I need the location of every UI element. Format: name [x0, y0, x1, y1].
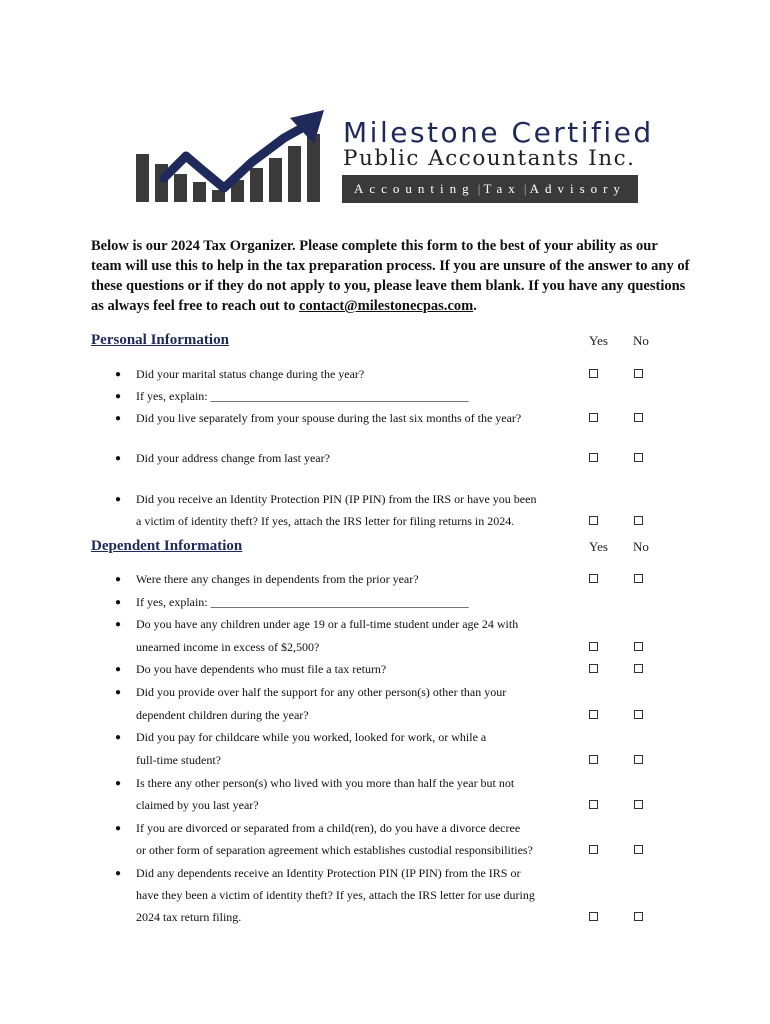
question-marital-status: Did your marital status change during the year? [136, 367, 365, 381]
contact-email-link[interactable]: contact@milestonecpas.com [299, 298, 474, 314]
bullet: ● [115, 597, 122, 608]
bullet: ● [115, 868, 122, 879]
dependents-file-yes-checkbox[interactable] [589, 664, 598, 673]
dependent-ip-pin-no-checkbox[interactable] [634, 912, 643, 921]
unearned-income-yes-checkbox[interactable] [589, 642, 598, 651]
growth-chart-logo-icon [134, 108, 334, 206]
bullet: ● [115, 778, 122, 789]
tagline-advisory: Advisory [529, 181, 626, 196]
address-change-yes-checkbox[interactable] [589, 453, 598, 462]
question-children-unearned-income-cont: unearned income in excess of $2,500? [136, 640, 320, 654]
divorce-decree-yes-checkbox[interactable] [589, 845, 598, 854]
brand-tagline-bar [342, 175, 638, 203]
intro-text: Below is our 2024 Tax Organizer. Please complete this form to the best of your ability as our team will use this to help in the tax preparation process. If you are unsure of the answer to any of these questions or if they do not apply to you, please leave them blank. If you have any questions as always feel free to reach out to [91, 238, 690, 314]
brand-name: Milestone Certified [343, 116, 654, 149]
divorce-decree-no-checkbox[interactable] [634, 845, 643, 854]
tagline-separator: | [523, 181, 527, 196]
unearned-income-no-checkbox[interactable] [634, 642, 643, 651]
question-divorce-decree-cont: or other form of separation agreement which establishes custodial responsibilities? [136, 843, 533, 857]
tagline-tax: Tax [483, 181, 521, 196]
question-dependent-ip-pin: Did any dependents receive an Identity Protection PIN (IP PIN) from the IRS or [136, 866, 521, 880]
personal-no-header: No [633, 333, 649, 348]
question-dependents-file-return: Do you have dependents who must file a tax return? [136, 662, 387, 676]
bullet: ● [115, 732, 122, 743]
support-other-no-checkbox[interactable] [634, 710, 643, 719]
question-children-unearned-income: Do you have any children under age 19 or a full-time student under age 24 with [136, 617, 519, 631]
bullet: ● [115, 619, 122, 630]
question-childcare: Did you pay for childcare while you worked, looked for work, or while a [136, 730, 487, 744]
intro-end: . [473, 298, 477, 314]
question-address-change: Did your address change from last year? [136, 451, 330, 465]
personal-information-heading: Personal Information [91, 332, 229, 348]
address-change-no-checkbox[interactable] [634, 453, 643, 462]
bullet: ● [115, 664, 122, 675]
dependent-ip-pin-yes-checkbox[interactable] [589, 912, 598, 921]
live-separately-yes-checkbox[interactable] [589, 413, 598, 422]
bullet: ● [115, 413, 122, 424]
dependent-changes-no-checkbox[interactable] [634, 574, 643, 583]
bullet: ● [115, 687, 122, 698]
question-dependent-ip-pin-cont: have they been a victim of identity theft? If yes, attach the IRS letter for use during [136, 888, 535, 902]
explain-marital-status[interactable]: If yes, explain: ___________________________________________ [136, 389, 469, 403]
question-divorce-decree: If you are divorced or separated from a child(ren), do you have a divorce decree [136, 821, 521, 835]
dependents-file-no-checkbox[interactable] [634, 664, 643, 673]
bullet: ● [115, 391, 122, 402]
ip-pin-no-checkbox[interactable] [634, 516, 643, 525]
marital-status-yes-checkbox[interactable] [589, 369, 598, 378]
bullet: ● [115, 494, 122, 505]
tagline-accounting: Accounting [354, 181, 475, 196]
question-other-person-lived: Is there any other person(s) who lived with you more than half the year but not [136, 776, 515, 790]
childcare-yes-checkbox[interactable] [589, 755, 598, 764]
brand-subtitle: Public Accountants Inc. [343, 146, 636, 171]
dependent-yes-header: Yes [589, 539, 608, 554]
bullet: ● [115, 574, 122, 585]
question-dependent-changes: Were there any changes in dependents from the prior year? [136, 572, 419, 586]
question-dependent-ip-pin-cont2: 2024 tax return filing. [136, 910, 242, 924]
childcare-no-checkbox[interactable] [634, 755, 643, 764]
other-person-no-checkbox[interactable] [634, 800, 643, 809]
question-support-other-persons-cont: dependent children during the year? [136, 708, 309, 722]
other-person-yes-checkbox[interactable] [589, 800, 598, 809]
question-support-other-persons: Did you provide over half the support for any other person(s) other than your [136, 685, 507, 699]
tagline-separator: | [477, 181, 481, 196]
personal-yes-header: Yes [589, 333, 608, 348]
question-childcare-cont: full-time student? [136, 753, 221, 767]
support-other-yes-checkbox[interactable] [589, 710, 598, 719]
question-ip-pin: Did you receive an Identity Protection PIN (IP PIN) from the IRS or have you been [136, 492, 537, 506]
bullet: ● [115, 369, 122, 380]
marital-status-no-checkbox[interactable] [634, 369, 643, 378]
explain-dependent-changes[interactable]: If yes, explain: ___________________________________________ [136, 595, 469, 609]
dependent-information-heading: Dependent Information [91, 538, 243, 554]
company-logo [134, 108, 654, 206]
live-separately-no-checkbox[interactable] [634, 413, 643, 422]
question-ip-pin-cont: a victim of identity theft? If yes, attach the IRS letter for filing returns in 2024. [136, 514, 515, 528]
intro-paragraph [91, 236, 691, 316]
question-live-separately: Did you live separately from your spouse during the last six months of the year? [136, 411, 522, 425]
question-other-person-lived-cont: claimed by you last year? [136, 798, 259, 812]
dependent-changes-yes-checkbox[interactable] [589, 574, 598, 583]
dependent-no-header: No [633, 539, 649, 554]
bullet: ● [115, 823, 122, 834]
bullet: ● [115, 453, 122, 464]
ip-pin-yes-checkbox[interactable] [589, 516, 598, 525]
